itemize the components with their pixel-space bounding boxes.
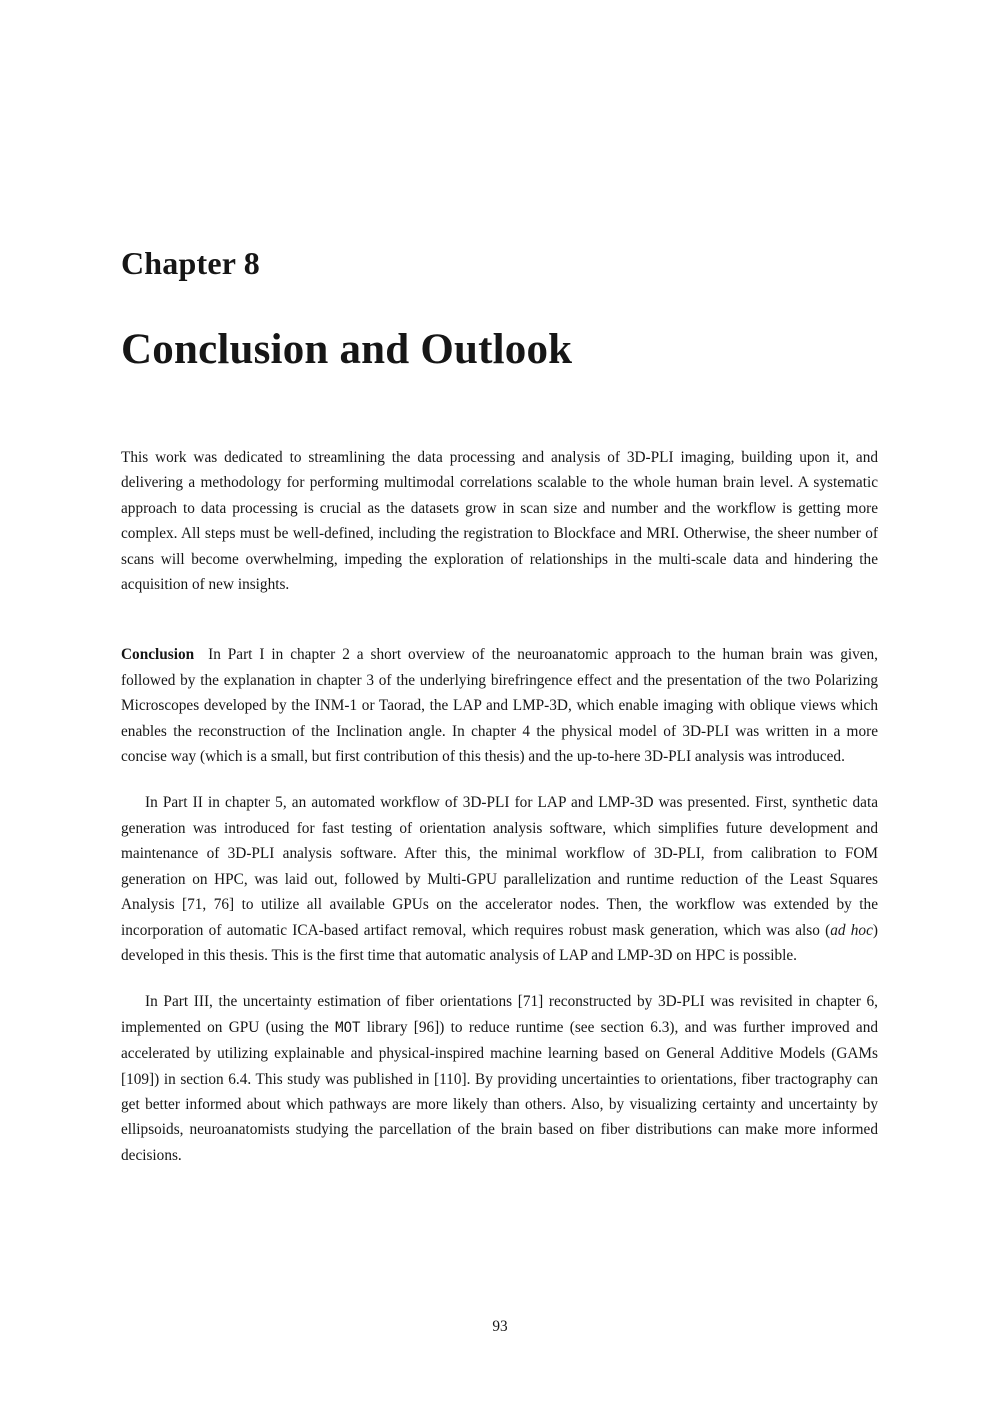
- part3-mono-mot-library: MOT: [335, 1019, 361, 1036]
- part2-italic-ad-hoc: ad hoc: [830, 921, 873, 939]
- page-number: 93: [492, 1318, 508, 1335]
- conclusion-paragraph-text: In Part I in chapter 2 a short overview of the neuroanatomic approach to the human brain was given, followed by the explanation in chapter 3 of the underlying birefringence effect and the presentation of the two Polarizing Microscopes developed by the INM-1 or Taorad, the LAP and LMP-3D, which enable imaging with oblique views which enables the reconstruction of the Inclination angle. In chapter 4 the physical model of 3D-PLI was written in a more concise way (which is a small, but first contribution of this thesis) and the up-to-here 3D-PLI analysis was introduced.: [121, 646, 878, 766]
- part3-text-segment-2: library [96]) to reduce runtime (see section 6.3), and was further improved and accelerated by utilizing explainable and physical-inspired machine learning based on General Additive Models (GAMs [109]) in section 6.4. This study was published in [110]. By providing uncertainties to orientations, fiber tractography can get better informed about which pathways are more likely than others. Also, by visualizing certainty and uncertainty by ellipsoids, neuroanatomists studying the parcellation of the brain based on fiber distributions can make more informed decisions.: [121, 1018, 878, 1164]
- conclusion-paragraph: [121, 642, 878, 769]
- part2-text-segment-1: In Part II in chapter 5, an automated workflow of 3D-PLI for LAP and LMP-3D was presented. First, synthetic data generation was introduced for fast testing of orientation analysis software, which simplifies future development and maintenance of 3D-PLI analysis software. After this, the minimal workflow of 3D-PLI, from calibration to FOM generation on HPC, was laid out, followed by Multi-GPU parallelization and runtime reduction of the Least Squares Analysis [71, 76] to utilize all available GPUs on the accelerator nodes. Then, the workflow was extended by the incorporation of automatic ICA-based artifact removal, which requires robust mask generation, which was also (: [121, 794, 878, 939]
- content-column: [121, 0, 878, 1168]
- conclusion-run-in-heading: Conclusion: [121, 646, 195, 664]
- part3-text-segment-1: In Part III, the uncertainty estimation of fiber orientations [71] reconstructed by 3D-PLI was revisited in chapter 6, implemented on GPU (using the: [121, 993, 878, 1036]
- part3-paragraph: [121, 989, 878, 1168]
- chapter-label: Chapter 8: [121, 245, 260, 281]
- chapter-title: Conclusion and Outlook: [121, 326, 573, 373]
- part2-text-segment-2: ) developed in this thesis. This is the first time that automatic analysis of LAP and LMP-3D on HPC is possible.: [121, 921, 878, 964]
- intro-paragraph: This work was dedicated to streamlining the data processing and analysis of 3D-PLI imaging, building upon it, and delivering a methodology for performing multimodal correlations scalable to the whole human brain level. A systematic approach to data processing is crucial as the datasets grow in scan size and number and the workflow is getting more complex. All steps must be well-defined, including the registration to Blockface and MRI. Otherwise, the sheer number of scans will become overwhelming, impeding the exploration of relationships in the multi-scale data and hindering the acquisition of new insights.: [121, 449, 878, 594]
- part2-paragraph: [121, 790, 878, 968]
